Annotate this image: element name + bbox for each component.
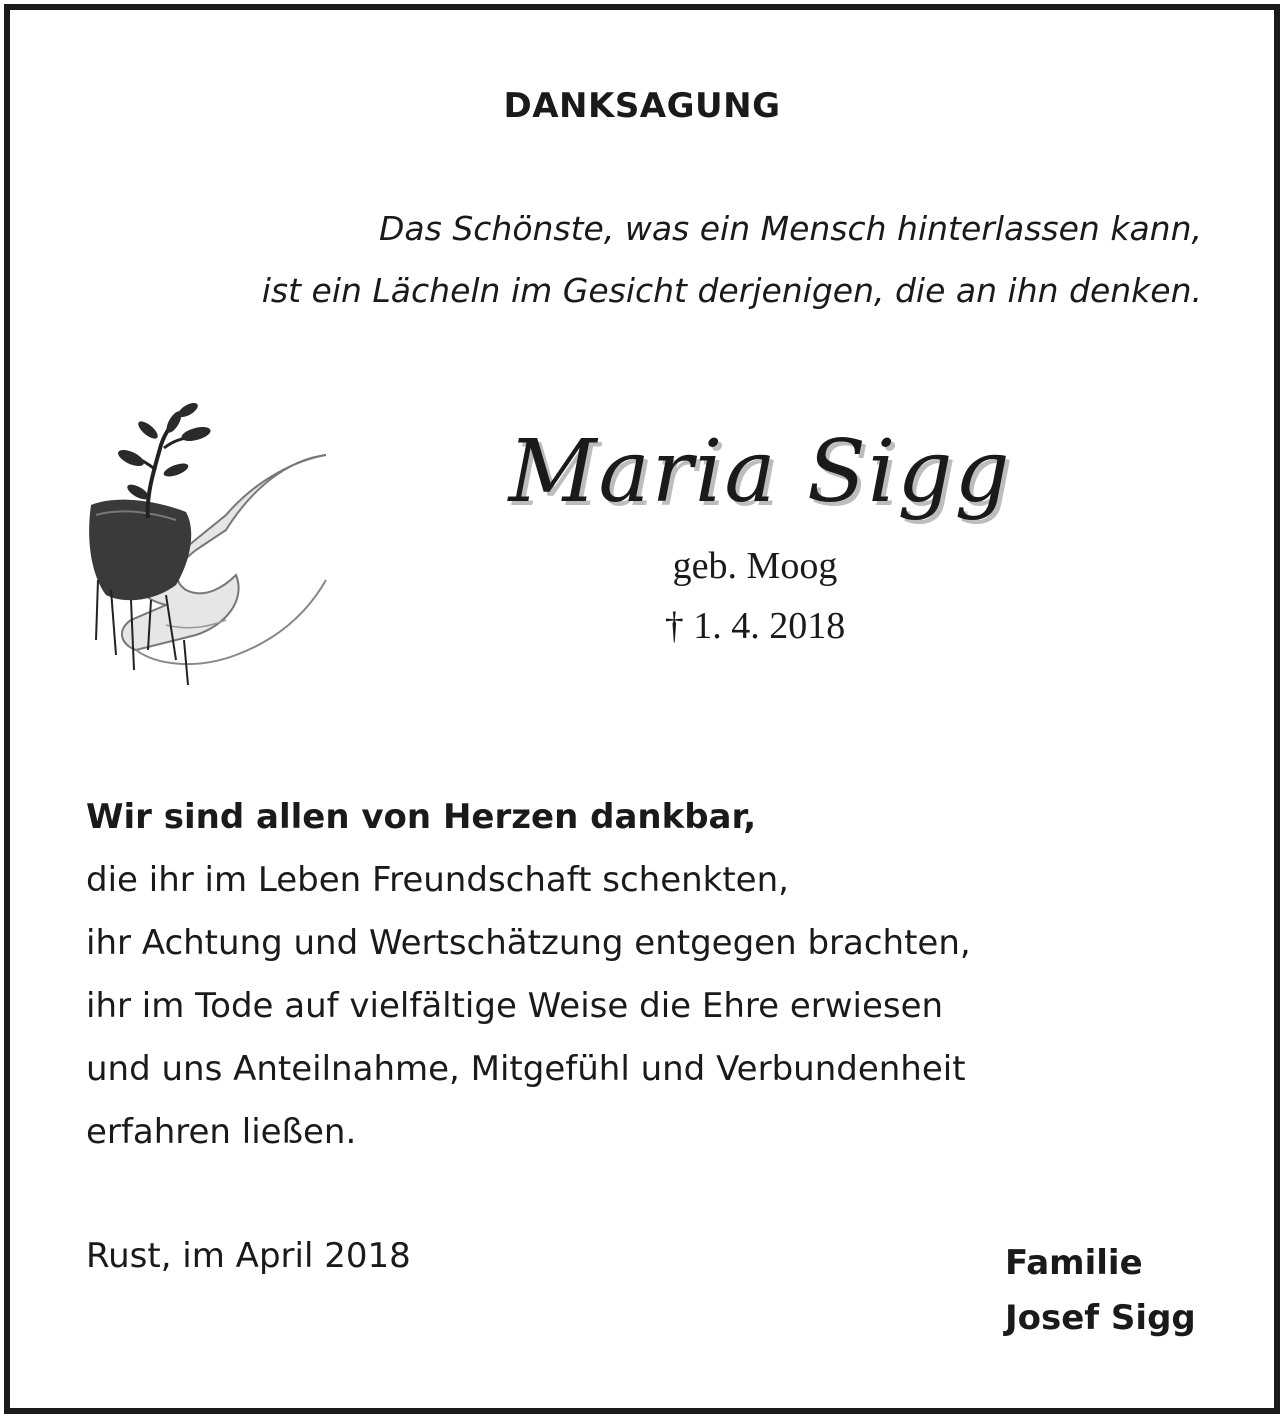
signature-line-1: Familie (1005, 1243, 1143, 1283)
place-date: Rust, im April 2018 (86, 1236, 411, 1276)
signature-line-2: Josef Sigg (1005, 1298, 1196, 1338)
notice-heading: DANKSAGUNG (503, 86, 781, 126)
thanks-line: ihr im Tode auf vielfältige Weise die Ehre erwiesen (86, 986, 944, 1026)
hands-holding-seedling-icon (76, 400, 346, 695)
quote-line-2: ist ein Lächeln im Gesicht derjenigen, die an ihn denken. (261, 271, 1202, 310)
deceased-name: Maria Sigg (508, 422, 1012, 522)
memorial-quote (262, 198, 1202, 322)
death-date: † 1. 4. 2018 (664, 605, 846, 647)
thanks-line: erfahren ließen. (86, 1112, 357, 1152)
thanks-line: ihr Achtung und Wertschätzung entgegen brachten, (86, 923, 971, 963)
notice-frame (4, 4, 1280, 1414)
thanks-text (86, 786, 971, 1164)
quote-line-1: Das Schönste, was ein Mensch hinterlassen kann, (379, 209, 1202, 248)
thanks-line: und uns Anteilnahme, Mitgefühl und Verbundenheit (86, 1049, 966, 1089)
thanks-line: die ihr im Leben Freundschaft schenkten, (86, 860, 789, 900)
birth-name: geb. Moog (672, 545, 838, 587)
family-signature (1005, 1236, 1196, 1346)
thanks-lead: Wir sind allen von Herzen dankbar, (86, 797, 757, 837)
